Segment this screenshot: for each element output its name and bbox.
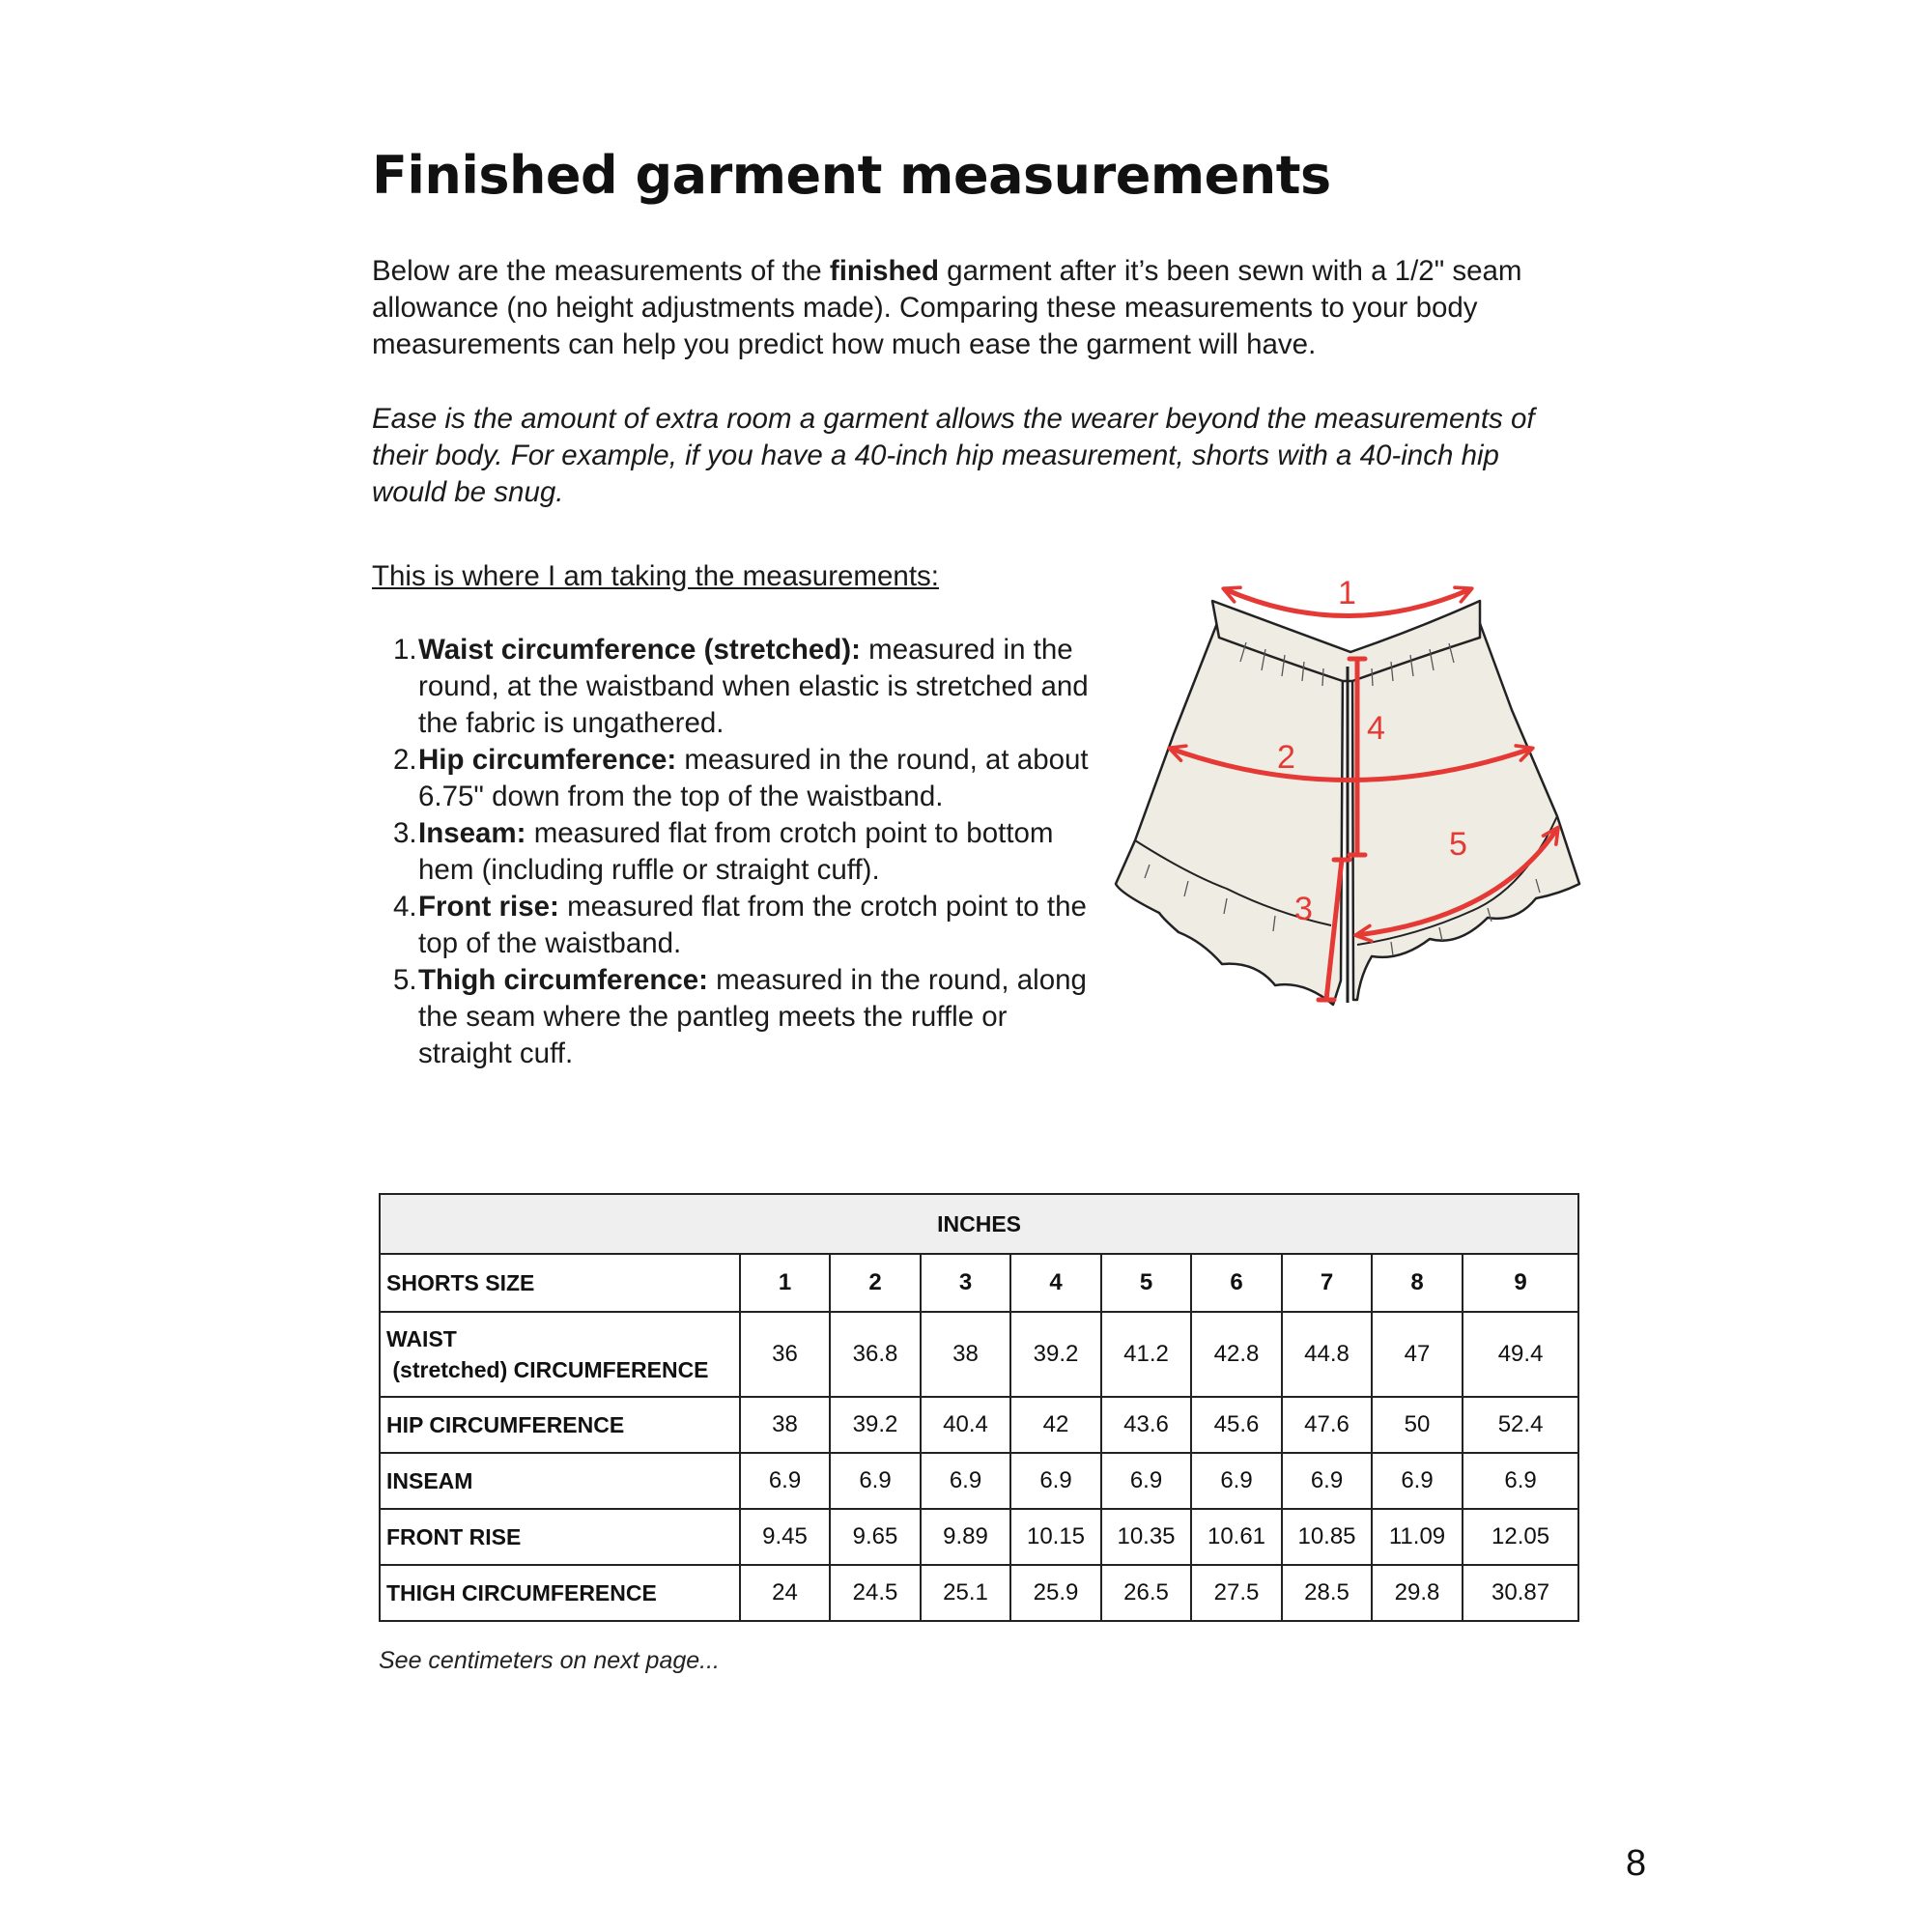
item-term: Thigh circumference: [418, 964, 708, 996]
table-cell: 6.9 [830, 1453, 921, 1509]
measurement-item-front-rise [372, 889, 1096, 962]
table-cell: 41.2 [1101, 1312, 1191, 1397]
item-desc: measured flat from crotch point to bottom hem (including ruffle or straight cuff). [418, 817, 1054, 886]
table-cell: 40.4 [921, 1397, 1010, 1453]
page-title: Finished garment measurements [372, 145, 1331, 206]
table-cell: 6.9 [1101, 1453, 1191, 1509]
table-cell: 9.45 [740, 1509, 830, 1565]
row-label: INSEAM [380, 1453, 740, 1509]
diagram-label-2: 2 [1277, 739, 1295, 776]
table-cell: 44.8 [1282, 1312, 1372, 1397]
table-cell: 26.5 [1101, 1565, 1191, 1621]
table-cell: 9.65 [830, 1509, 921, 1565]
item-term: Hip circumference: [418, 744, 677, 776]
item-term: Inseam: [418, 817, 526, 849]
table-row-sizes [380, 1254, 1578, 1312]
table-cell: 11.09 [1372, 1509, 1463, 1565]
item-term: Waist circumference (stretched): [418, 634, 861, 666]
size-cell: 7 [1282, 1254, 1372, 1312]
table-cell: 10.15 [1010, 1509, 1101, 1565]
table-cell: 52.4 [1463, 1397, 1578, 1453]
row-label-line1: WAIST [386, 1326, 457, 1351]
size-cell: 3 [921, 1254, 1010, 1312]
measurement-list [372, 632, 1096, 1072]
table-cell: 6.9 [1191, 1453, 1282, 1509]
left-leg-shape [1116, 618, 1343, 1005]
size-cell: 4 [1010, 1254, 1101, 1312]
table-cell: 47.6 [1282, 1397, 1372, 1453]
table-cell: 39.2 [830, 1397, 921, 1453]
table-cell: 45.6 [1191, 1397, 1282, 1453]
table-cell: 30.87 [1463, 1565, 1578, 1621]
table-cell: 6.9 [921, 1453, 1010, 1509]
size-cell: 5 [1101, 1254, 1191, 1312]
footnote: See centimeters on next page... [379, 1647, 720, 1674]
item-number: 5. [393, 964, 417, 996]
table-cell: 24 [740, 1565, 830, 1621]
item-number: 2. [393, 744, 417, 776]
item-number: 3. [393, 817, 417, 849]
measurement-item-hip [372, 742, 1096, 815]
item-number: 1. [393, 634, 417, 666]
size-label: SHORTS SIZE [380, 1254, 740, 1312]
table-cell: 9.89 [921, 1509, 1010, 1565]
measurement-item-thigh [372, 962, 1096, 1072]
item-desc: measured in the round, at the waistband when elastic is stretched and the fabric is ungathered. [418, 634, 1089, 739]
table-cell: 50 [1372, 1397, 1463, 1453]
where-heading: This is where I am taking the measurements: [372, 560, 939, 592]
table-cell: 27.5 [1191, 1565, 1282, 1621]
item-desc: measured in the round, at about 6.75" down from the top of the waistband. [418, 744, 1089, 812]
table-row-front-rise [380, 1509, 1578, 1565]
page-number: 8 [1626, 1843, 1647, 1884]
table-cell: 42 [1010, 1397, 1101, 1453]
measurements-table [379, 1193, 1579, 1622]
row-label: THIGH CIRCUMFERENCE [380, 1565, 740, 1621]
item-number: 4. [393, 891, 417, 923]
row-label [380, 1312, 740, 1397]
diagram-label-3: 3 [1294, 891, 1313, 927]
table-cell: 6.9 [1010, 1453, 1101, 1509]
table-cell: 36.8 [830, 1312, 921, 1397]
table-cell: 43.6 [1101, 1397, 1191, 1453]
table-unit-header: INCHES [380, 1194, 1578, 1254]
table-row-waist [380, 1312, 1578, 1397]
item-desc: measured flat from the crotch point to the top of the waistband. [418, 891, 1087, 959]
diagram-label-1: 1 [1338, 575, 1356, 611]
table-cell: 29.8 [1372, 1565, 1463, 1621]
table-cell: 39.2 [1010, 1312, 1101, 1397]
right-leg-shape [1352, 618, 1579, 1000]
size-cell: 2 [830, 1254, 921, 1312]
table-row-hip [380, 1397, 1578, 1453]
table-cell: 49.4 [1463, 1312, 1578, 1397]
diagram-label-5: 5 [1449, 826, 1467, 863]
shorts-diagram [1111, 570, 1594, 1014]
table-cell: 38 [921, 1312, 1010, 1397]
size-cell: 1 [740, 1254, 830, 1312]
intro-bold-word: finished [829, 255, 939, 287]
table-row-thigh [380, 1565, 1578, 1621]
table-cell: 42.8 [1191, 1312, 1282, 1397]
table-cell: 6.9 [1463, 1453, 1578, 1509]
intro-text-before: Below are the measurements of the [372, 255, 830, 287]
row-label: FRONT RISE [380, 1509, 740, 1565]
diagram-label-4: 4 [1367, 710, 1385, 747]
table-cell: 12.05 [1463, 1509, 1578, 1565]
row-label: HIP CIRCUMFERENCE [380, 1397, 740, 1453]
table-cell: 36 [740, 1312, 830, 1397]
table-cell: 25.1 [921, 1565, 1010, 1621]
item-term: Front rise: [418, 891, 559, 923]
table-cell: 10.35 [1101, 1509, 1191, 1565]
table-cell: 25.9 [1010, 1565, 1101, 1621]
size-cell: 9 [1463, 1254, 1578, 1312]
table-row-inseam [380, 1453, 1578, 1509]
item-desc: measured in the round, along the seam where the pantleg meets the ruffle or straight cuff. [418, 964, 1087, 1069]
table-cell: 24.5 [830, 1565, 921, 1621]
intro-text-after: garment after it’s been sewn with a 1/2" seam allowance (no height adjustments made). Comparing these measurements to your body measurements can help you predict how much ease the garment will have. [372, 255, 1522, 360]
size-cell: 8 [1372, 1254, 1463, 1312]
intro-paragraph [372, 253, 1570, 363]
table-cell: 6.9 [740, 1453, 830, 1509]
table-cell: 38 [740, 1397, 830, 1453]
row-label-line2: (stretched) CIRCUMFERENCE [392, 1357, 709, 1382]
measurement-item-waist [372, 632, 1096, 742]
table-cell: 47 [1372, 1312, 1463, 1397]
table-cell: 10.85 [1282, 1509, 1372, 1565]
table-cell: 28.5 [1282, 1565, 1372, 1621]
size-cell: 6 [1191, 1254, 1282, 1312]
table-cell: 6.9 [1282, 1453, 1372, 1509]
table-cell: 6.9 [1372, 1453, 1463, 1509]
table-cell: 10.61 [1191, 1509, 1282, 1565]
ease-note: Ease is the amount of extra room a garment allows the wearer beyond the measurements of their body. For example, if you have a 40-inch hip measurement, shorts with a 40-inch hip would be snug. [372, 403, 1535, 508]
measurement-item-inseam [372, 815, 1096, 889]
